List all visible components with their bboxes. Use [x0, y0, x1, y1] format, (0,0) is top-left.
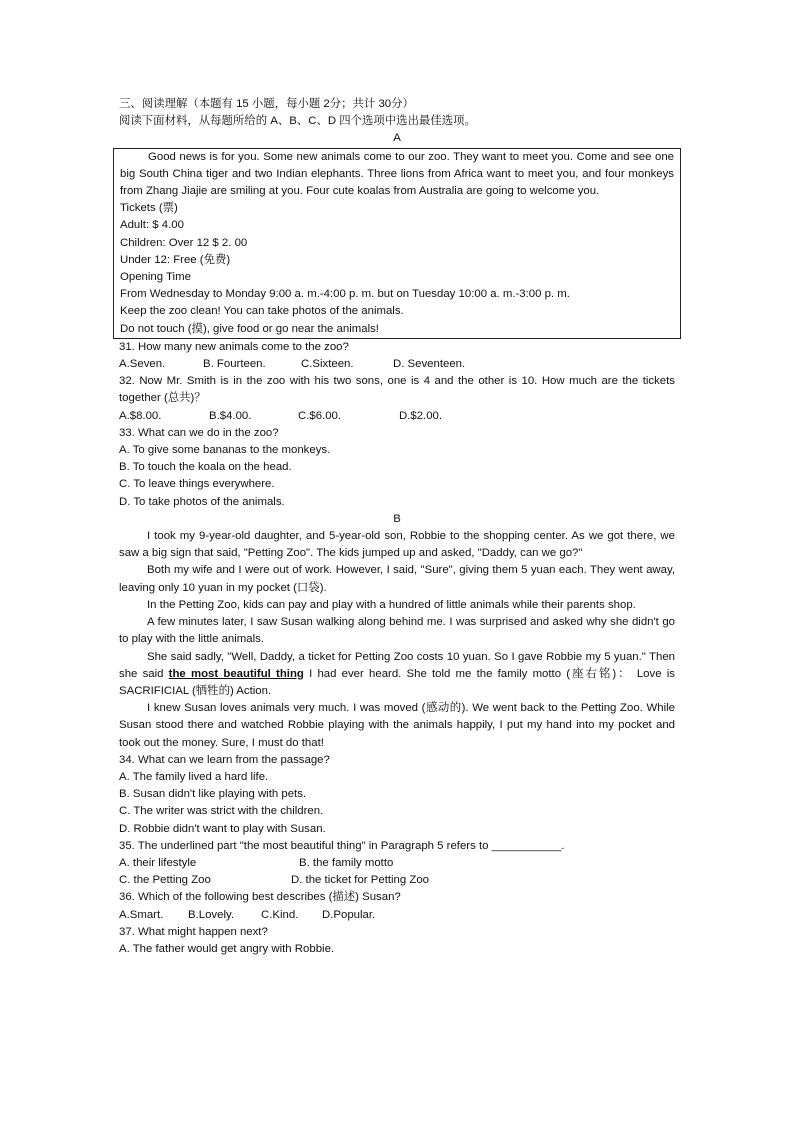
section-instruction: 阅读下面材料，从每题所给的 A、B、C、D 四个选项中选出最佳选项。 — [119, 115, 476, 128]
ticket-children: Children: Over 12 $ 2. 00 — [120, 236, 248, 249]
question-32-options — [119, 408, 675, 425]
option-d[interactable]: D. the ticket for Petting Zoo — [291, 874, 430, 887]
passage-a-box — [113, 148, 681, 339]
question-35-options-row-2 — [119, 872, 675, 889]
option-b[interactable]: B.$4.00. — [209, 409, 252, 422]
option-c[interactable]: C.Kind. — [261, 908, 299, 921]
option-d[interactable]: D. Robbie didn't want to play with Susan. — [119, 822, 326, 835]
option-a[interactable]: A.$8.00. — [119, 409, 162, 422]
passage-b-paragraph-2: Both my wife and I were out of work. However, I said, "Sure", giving them 5 yuan each. They went away, leaving only 10 yuan in my pocket (口袋). — [119, 564, 675, 594]
option-b[interactable]: B. To touch the koala on the head. — [119, 461, 292, 474]
option-c[interactable]: C. To leave things everywhere. — [119, 478, 275, 491]
option-d[interactable]: D. Seventeen. — [393, 358, 466, 371]
zoo-rule-clean: Keep the zoo clean! You can take photos of the animals. — [120, 305, 404, 318]
question-37: 37. What might happen next? — [119, 925, 268, 938]
option-a[interactable]: A. their lifestyle — [119, 856, 197, 869]
option-a[interactable]: A. The family lived a hard life. — [119, 770, 269, 783]
underlined-phrase: the most beautiful thing — [168, 667, 304, 680]
question-32: 32. Now Mr. Smith is in the zoo with his two sons, one is 4 and the other is 10. How much are the tickets together (总共)？ — [119, 375, 675, 405]
opening-time-title: Opening Time — [120, 271, 191, 284]
paragraph-5-text-before: She said sadly, "Well, Daddy, a ticket for Petting Zoo costs 10 yuan. So I gave Robbie my 5 yuan." Then she said — [119, 650, 675, 680]
exam-page — [119, 96, 675, 958]
option-c[interactable]: C. the Petting Zoo — [119, 874, 211, 887]
section-heading: 三、阅读理解（本题有 15 小题，每小题 2分；共计 30分） — [119, 98, 414, 110]
option-c[interactable]: C.$6.00. — [298, 409, 342, 422]
option-a[interactable]: A. The father would get angry with Robbie. — [119, 942, 335, 955]
option-b[interactable]: B. Fourteen. — [203, 358, 266, 371]
option-c[interactable]: C. The writer was strict with the children. — [119, 805, 324, 818]
tickets-title: Tickets (票) — [120, 202, 178, 215]
option-b[interactable]: B. Susan didn't like playing with pets. — [119, 788, 307, 801]
option-d[interactable]: D.$2.00. — [399, 409, 443, 422]
option-a[interactable]: A.Smart. — [119, 908, 164, 921]
option-d[interactable]: D.Popular. — [322, 908, 376, 921]
option-c[interactable]: C.Sixteen. — [301, 358, 354, 371]
question-36: 36. Which of the following best describes (描述) Susan? — [119, 891, 401, 904]
question-36-options — [119, 907, 675, 924]
passage-b-paragraph-4: A few minutes later, I saw Susan walking along behind me. I was surprised and asked why she didn't go to play with the little animals. — [119, 616, 675, 646]
passage-a-label: A — [393, 132, 401, 145]
option-b[interactable]: B.Lovely. — [188, 908, 235, 921]
question-31: 31. How many new animals come to the zoo? — [119, 340, 349, 353]
ticket-under12: Under 12: Free (免费) — [120, 253, 231, 266]
opening-hours: From Wednesday to Monday 9:00 a. m.-4:00 p. m. but on Tuesday 10:00 a. m.-3:00 p. m. — [120, 288, 570, 301]
zoo-rule-touch: Do not touch (摸), give food or go near the animals! — [120, 322, 379, 335]
question-34: 34. What can we learn from the passage? — [119, 753, 330, 766]
option-b[interactable]: B. the family motto — [299, 856, 394, 869]
question-35-options-row-1 — [119, 855, 675, 872]
option-a[interactable]: A. To give some bananas to the monkeys. — [119, 444, 331, 457]
option-a[interactable]: A.Seven. — [119, 358, 166, 371]
paragraph-5-text-after: I had ever heard. She told me the family motto (座右铭)： Love is SACRIFICIAL (牺牲的) Action. — [119, 667, 675, 697]
passage-b-paragraph-5 — [119, 649, 675, 701]
question-35: 35. The underlined part "the most beautiful thing" in Paragraph 5 refers to ___________. — [119, 839, 565, 852]
passage-b-paragraph-1: I took my 9-year-old daughter, and 5-year-old son, Robbie to the shopping center. As we got there, we saw a big sign that said, "Petting Zoo". The kids jumped up and asked, "Daddy, can we go?" — [119, 530, 675, 560]
passage-b-paragraph-6: I knew Susan loves animals very much. I was moved (感动的). We went back to the Petting Zoo. While Susan stood there and watched Robbie playing with the animals happily, I put my hand into my pocket and took out the money. Sure, I must do that! — [119, 702, 675, 749]
passage-a-intro: Good news is for you. Some new animals come to our zoo. They want to meet you. Come and see one big South China tiger and two Indian elephants. Three lions from Africa want to meet you, and four monkeys from Zhang Jiajie are smiling at you. Four cute koalas from Australia are going to welcome you. — [120, 150, 674, 198]
question-31-options — [119, 356, 675, 373]
question-33: 33. What can we do in the zoo? — [119, 426, 279, 439]
ticket-adult: Adult: $ 4.00 — [120, 219, 184, 232]
passage-b-label: B — [393, 512, 401, 525]
option-d[interactable]: D. To take photos of the animals. — [119, 495, 285, 508]
passage-b-paragraph-3: In the Petting Zoo, kids can pay and play with a hundred of little animals while their parents shop. — [147, 598, 636, 611]
